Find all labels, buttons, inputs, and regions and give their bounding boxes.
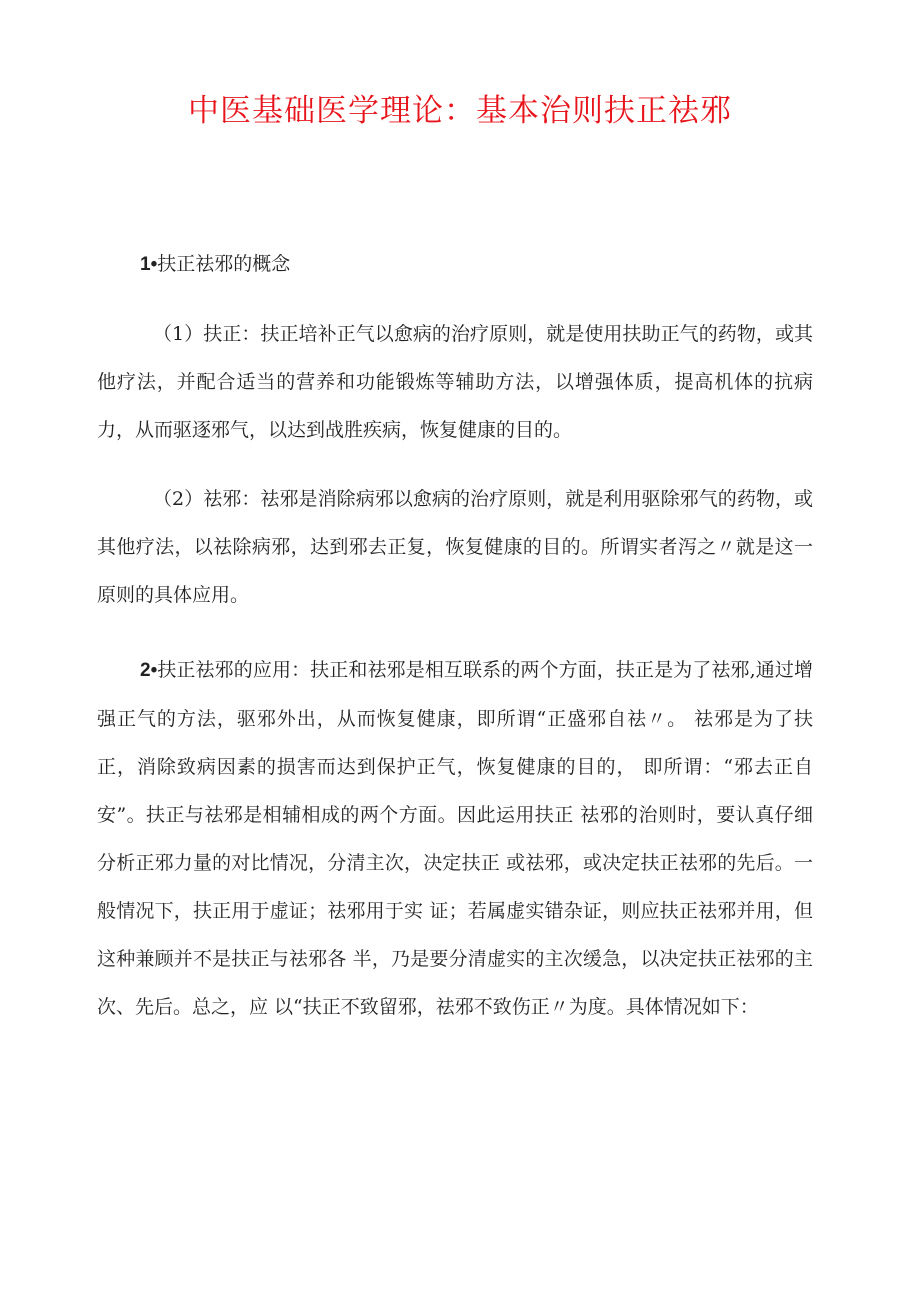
application-number: 2• (140, 660, 158, 681)
application-text: 扶正祛邪的应用：扶正和祛邪是相互联系的两个方面，扶正是为了祛邪,通过增强正气的方法，驱邪外出，从而恢复健康，即所谓“正盛邪自祛〃。 祛邪是为了扶正，消除致病因素的损害而达到保护正气，恢复健康的目的， 即所谓：“邪去正自安”。扶正与祛邪是相辅相成的两个方面。因此运用扶正 祛邪的治则时，要认真仔细分析正邪力量的对比情况，分清主次，决定扶正 或祛邪，或决定扶正祛邪的先后。一般情况下，扶正用于虚证；祛邪用于实 证；若属虚实错杂证，则应扶正祛邪并用，但这种兼顾并不是扶正与祛邪各 半，乃是要分清虚实的主次缓急，以决定扶正祛邪的主次、先后。总之，应 以“扶正不致留邪，祛邪不致伤正〃为度。具体情况如下： (97, 659, 813, 1018)
paragraph-support-righteous: （1）扶正：扶正培补正气以愈病的治疗原则，就是使用扶助正气的药物，或其他疗法，并配合适当的营养和功能锻炼等辅助方法，以增强体质，提高机体的抗病力，从而驱逐邪气，以达到战胜疾病，恢复健康的目的。 (97, 323, 813, 441)
section-heading (97, 240, 813, 289)
section-heading-text: 扶正祛邪的概念 (157, 253, 291, 275)
paragraph-dispel-evil: （2）祛邪：祛邪是消除病邪以愈病的治疗原则，就是利用驱除邪气的药物，或其他疗法，以祛除病邪，达到邪去正复，恢复健康的目的。所谓实者泻之〃就是这一原则的具体应用。 (97, 488, 813, 606)
section-number: 1• (140, 254, 158, 275)
paragraph-application (97, 646, 813, 1031)
document-title: 中医基础医学理论：基本治则扶正祛邪 (188, 93, 732, 129)
